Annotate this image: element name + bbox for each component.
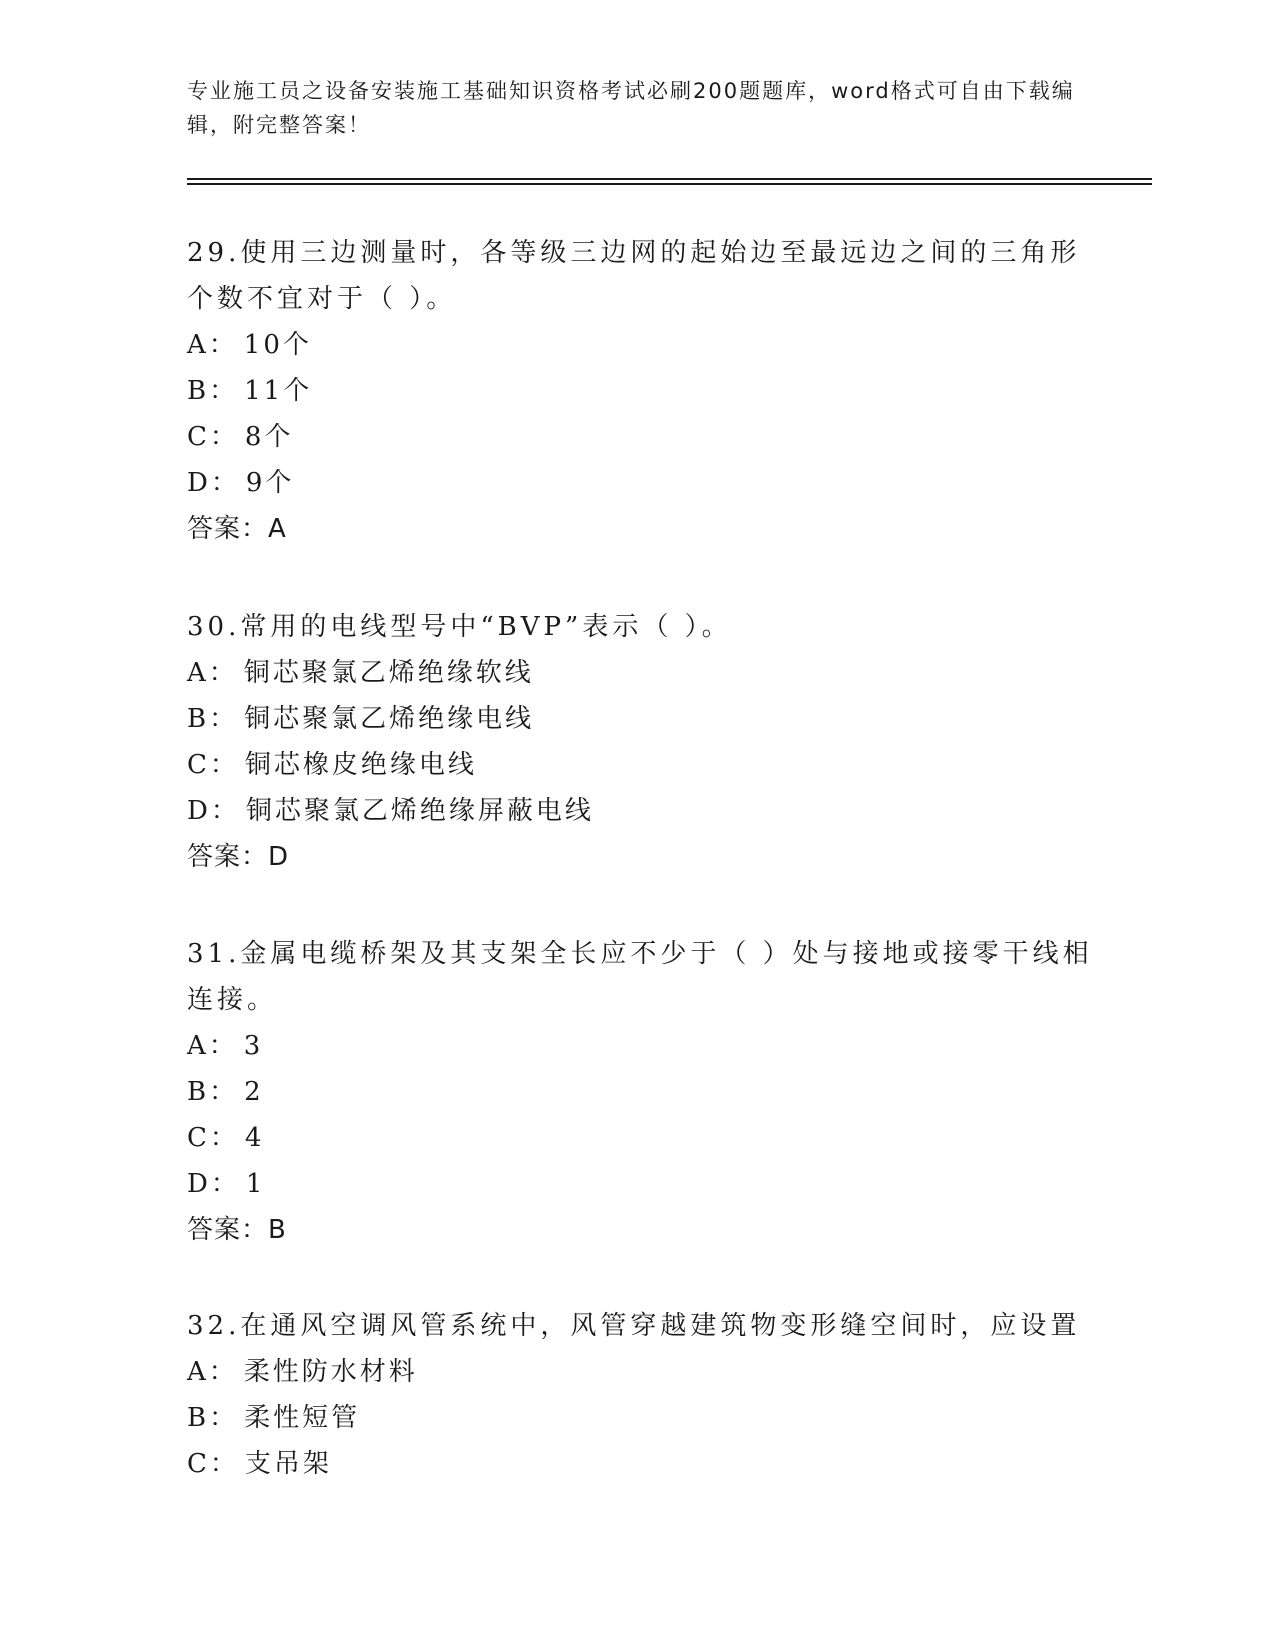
option-separator: ： xyxy=(208,1357,238,1387)
option-separator: ： xyxy=(210,1169,240,1199)
question-body: 金属电缆桥架及其支架全长应不少于（ ）处与接地或接零干线相连接。 xyxy=(187,939,1093,1015)
option-b xyxy=(187,1395,1107,1441)
question-text xyxy=(187,931,1107,1023)
question-body: 常用的电线型号中“BVP”表示（ ）。 xyxy=(240,612,732,642)
option-text: 柔性短管 xyxy=(244,1403,361,1433)
option-separator: ： xyxy=(210,468,240,498)
question-number: 30. xyxy=(187,612,241,642)
option-text: 3 xyxy=(243,1031,264,1061)
option-letter: C xyxy=(187,1449,210,1479)
option-text: 9个 xyxy=(245,468,295,498)
option-letter: A xyxy=(187,658,209,688)
question-number: 29. xyxy=(187,238,241,268)
option-text: 铜芯橡皮绝缘电线 xyxy=(244,750,477,780)
option-d xyxy=(187,460,1107,506)
option-letter: A xyxy=(187,330,209,360)
option-letter: A xyxy=(187,1357,209,1387)
option-text: 2 xyxy=(244,1077,264,1107)
option-letter: C xyxy=(187,422,210,452)
option-text: 8个 xyxy=(244,422,294,452)
option-a xyxy=(187,322,1107,368)
option-letter: D xyxy=(187,796,211,826)
option-separator: ： xyxy=(209,704,239,734)
question-31 xyxy=(187,931,1107,1253)
option-text: 铜芯聚氯乙烯绝缘屏蔽电线 xyxy=(245,796,594,826)
option-text: 4 xyxy=(244,1123,265,1153)
question-list xyxy=(187,230,1107,1537)
option-letter: D xyxy=(187,468,211,498)
option-c xyxy=(187,414,1107,460)
option-a xyxy=(187,650,1107,696)
answer-line xyxy=(187,834,1107,880)
header-divider-bottom xyxy=(187,183,1152,185)
question-text xyxy=(187,230,1107,322)
header-divider-top xyxy=(187,178,1152,180)
answer-line xyxy=(187,1207,1107,1253)
option-text: 11个 xyxy=(244,376,313,406)
question-29 xyxy=(187,230,1107,552)
option-separator: ： xyxy=(208,330,238,360)
option-letter: C xyxy=(187,750,210,780)
option-c xyxy=(187,742,1107,788)
option-c xyxy=(187,1115,1107,1161)
option-letter: D xyxy=(187,1169,211,1199)
option-text: 铜芯聚氯乙烯绝缘电线 xyxy=(244,704,535,734)
option-letter: B xyxy=(187,376,210,406)
option-separator: ： xyxy=(209,1403,239,1433)
question-number: 31. xyxy=(187,939,241,969)
option-letter: B xyxy=(187,704,210,734)
option-b xyxy=(187,1069,1107,1115)
question-text xyxy=(187,604,1107,650)
option-text: 铜芯聚氯乙烯绝缘软线 xyxy=(243,658,534,688)
option-separator: ： xyxy=(209,1123,239,1153)
option-c xyxy=(187,1441,1107,1487)
option-letter: C xyxy=(187,1123,210,1153)
option-text: 柔性防水材料 xyxy=(243,1357,418,1387)
option-separator: ： xyxy=(209,376,239,406)
option-d xyxy=(187,1161,1107,1207)
question-text xyxy=(187,1303,1107,1349)
option-separator: ： xyxy=(208,658,238,688)
question-body: 在通风空调风管系统中，风管穿越建筑物变形缝空间时，应设置 xyxy=(240,1311,1081,1341)
option-separator: ： xyxy=(209,1449,239,1479)
option-b xyxy=(187,368,1107,414)
option-separator: ： xyxy=(209,1077,239,1107)
answer-label: 答案： xyxy=(187,1215,269,1245)
option-text: 1 xyxy=(245,1169,266,1199)
option-letter: A xyxy=(187,1031,209,1061)
answer-label: 答案： xyxy=(187,514,269,544)
option-separator: ： xyxy=(208,1031,238,1061)
option-d xyxy=(187,788,1107,834)
document-header: 专业施工员之设备安装施工基础知识资格考试必刷200题题库，word格式可自由下载编辑，附完整答案！ xyxy=(187,79,1075,137)
question-body: 使用三边测量时，各等级三边网的起始边至最远边之间的三角形个数不宜对于（ ）。 xyxy=(187,238,1081,314)
option-separator: ： xyxy=(209,422,239,452)
answer-value: B xyxy=(268,1215,287,1245)
answer-value: D xyxy=(268,842,290,872)
answer-value: A xyxy=(268,514,287,544)
option-letter: B xyxy=(187,1403,210,1433)
question-number: 32. xyxy=(187,1311,241,1341)
option-letter: B xyxy=(187,1077,210,1107)
answer-line xyxy=(187,506,1107,552)
question-32 xyxy=(187,1303,1107,1487)
option-text: 支吊架 xyxy=(244,1449,332,1479)
option-b xyxy=(187,696,1107,742)
option-separator: ： xyxy=(209,750,239,780)
option-a xyxy=(187,1349,1107,1395)
question-30 xyxy=(187,604,1107,880)
option-a xyxy=(187,1023,1107,1069)
option-separator: ： xyxy=(210,796,240,826)
answer-label: 答案： xyxy=(187,842,269,872)
option-text: 10个 xyxy=(243,330,312,360)
